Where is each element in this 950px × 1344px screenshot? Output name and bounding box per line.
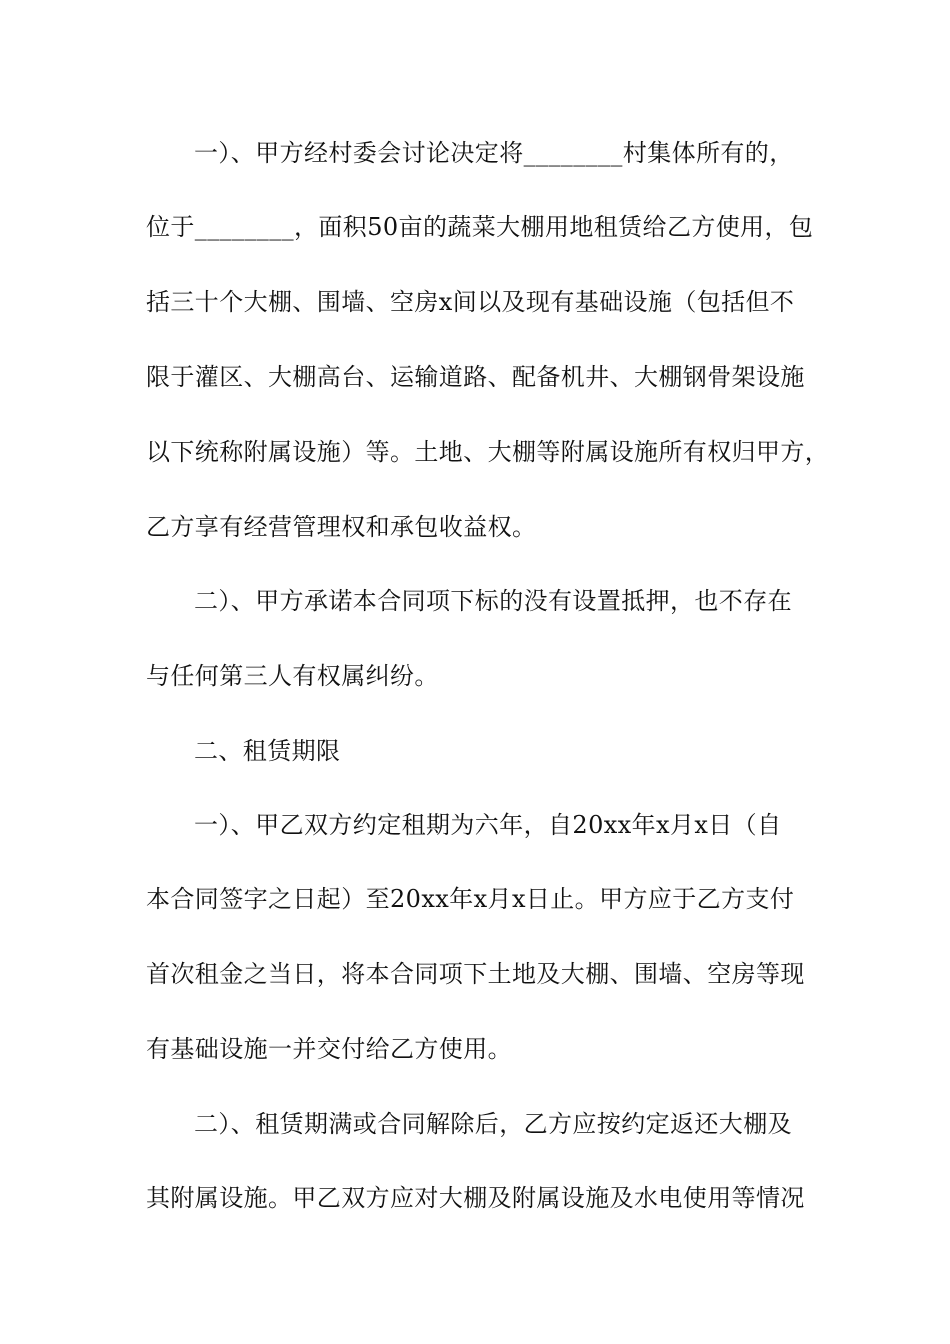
paragraph-2-line-2: 与任何第三人有权属纠纷。 [146,662,439,690]
paragraph-2-line-1: 二）、甲方承诺本合同项下标的没有设置抵押，也不存在 [194,587,792,615]
paragraph-4-line-2: 其附属设施。甲乙双方应对大棚及附属设施及水电使用等情况 [146,1184,805,1212]
paragraph-1-line-6: 乙方享有经营管理权和承包收益权。 [146,513,537,541]
paragraph-1-line-4: 限于灌区、大棚高台、运输道路、配备机井、大棚钢骨架设施 [146,363,805,391]
paragraph-3-line-4: 有基础设施一并交付给乙方使用。 [146,1035,512,1063]
paragraph-3-line-3: 首次租金之当日，将本合同项下土地及大棚、围墙、空房等现 [146,960,805,988]
paragraph-1-line-1: 一）、甲方经村委会讨论决定将________村集体所有的， [194,139,794,167]
paragraph-3-line-2: 本合同签字之日起）至20xx年x月x日止。甲方应于乙方支付 [146,885,795,913]
paragraph-1-line-3: 括三十个大棚、围墙、空房x间以及现有基础设施（包括但不 [146,288,795,316]
section-heading-lease-term: 二、租赁期限 [194,737,341,765]
paragraph-4-line-1: 二）、租赁期满或合同解除后，乙方应按约定返还大棚及 [194,1110,792,1138]
paragraph-1-line-5: 以下统称附属设施）等。土地、大棚等附属设施所有权归甲方， [146,438,830,466]
paragraph-3-line-1: 一）、甲乙双方约定租期为六年，自20xx年x月x日（自 [194,811,782,839]
paragraph-1-line-2: 位于________，面积50亩的蔬菜大棚用地租赁给乙方使用，包 [146,213,814,241]
